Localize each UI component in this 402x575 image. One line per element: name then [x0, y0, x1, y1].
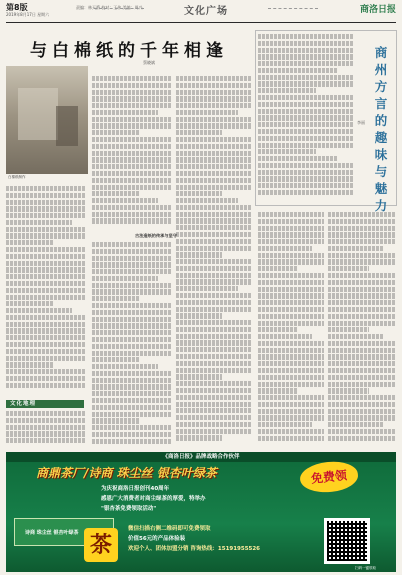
ad-line-1: 为庆祝商洛日报创刊40周年	[101, 486, 170, 492]
text-line	[92, 151, 172, 156]
text-line	[92, 344, 172, 349]
text-line	[6, 288, 86, 293]
text-line	[6, 193, 86, 198]
text-line	[258, 388, 298, 393]
text-line	[176, 327, 252, 332]
text-line	[92, 364, 158, 369]
text-line	[176, 90, 252, 95]
photo-caption: 白棉纸制作	[8, 175, 26, 179]
text-line	[92, 384, 172, 389]
text-line	[6, 356, 86, 361]
text-line	[6, 220, 72, 225]
text-line	[258, 436, 324, 441]
text-line	[92, 276, 158, 281]
text-line	[258, 321, 324, 326]
side-article-title: 商州方言的趣味与魅力	[374, 45, 388, 213]
text-line	[258, 341, 324, 346]
text-line	[258, 361, 324, 366]
text-line	[92, 103, 172, 108]
text-line	[92, 76, 172, 81]
text-line	[6, 254, 86, 259]
text-line	[92, 144, 172, 149]
free-claim-badge: 免费领	[299, 459, 360, 495]
article-byline: 蔡晓斌	[143, 60, 155, 65]
page-number: 第8版	[6, 3, 28, 12]
text-line	[176, 408, 252, 413]
text-line	[92, 371, 172, 376]
text-line	[176, 422, 252, 427]
text-line	[176, 395, 252, 400]
text-line	[6, 186, 86, 191]
text-line	[328, 280, 396, 285]
text-line	[6, 342, 86, 347]
text-line	[176, 402, 252, 407]
text-line	[258, 41, 354, 46]
text-line	[258, 122, 354, 127]
text-line	[92, 212, 172, 217]
text-line	[176, 130, 222, 135]
text-line	[176, 164, 252, 169]
culture-column-header	[6, 400, 84, 408]
text-line	[92, 317, 172, 322]
text-line	[92, 310, 172, 315]
text-line	[92, 249, 172, 254]
ad-brand: 商鼎茶厂/诗商 珠尘丝 银杏叶绿茶	[36, 466, 217, 480]
text-line	[328, 226, 396, 231]
text-line	[258, 163, 354, 168]
text-line	[176, 273, 252, 278]
text-line	[6, 206, 86, 211]
text-line	[328, 321, 396, 326]
text-line	[6, 295, 86, 300]
article-photo	[6, 66, 88, 174]
text-line	[328, 402, 396, 407]
text-line	[328, 253, 396, 258]
text-line	[176, 144, 252, 149]
text-line	[258, 293, 324, 298]
text-line	[6, 281, 86, 286]
text-line	[328, 259, 396, 264]
article-title: 与白棉纸的千年相逢	[30, 41, 228, 61]
text-line	[328, 361, 396, 366]
text-line	[176, 354, 252, 359]
text-line	[258, 176, 354, 181]
text-line	[92, 164, 172, 169]
text-line	[6, 315, 86, 320]
text-line	[258, 95, 354, 100]
text-line	[328, 382, 396, 387]
article-subhead: 古法造纸的传承与坚守	[135, 233, 177, 238]
text-line	[176, 157, 252, 162]
tea-tin-label: 诗商 珠尘丝 银杏叶绿茶	[25, 530, 79, 536]
text-line	[92, 242, 172, 247]
text-line	[328, 293, 396, 298]
text-line	[258, 253, 324, 258]
text-line	[92, 303, 172, 308]
text-line	[92, 289, 172, 294]
text-line	[176, 205, 252, 210]
text-line	[176, 429, 252, 434]
text-line	[176, 239, 252, 244]
text-line	[176, 313, 222, 318]
text-line	[6, 431, 86, 436]
text-line	[328, 232, 396, 237]
text-line	[6, 411, 86, 416]
text-line	[6, 328, 86, 333]
text-line	[328, 239, 396, 244]
text-line	[92, 412, 172, 417]
text-line	[328, 246, 384, 251]
article-column-2	[92, 76, 172, 226]
text-line	[176, 307, 252, 312]
text-line	[328, 287, 396, 292]
text-line	[328, 429, 396, 434]
text-line	[328, 436, 396, 441]
text-line	[176, 225, 252, 230]
text-line	[176, 300, 252, 305]
text-line	[328, 415, 396, 420]
text-line	[258, 334, 312, 339]
text-line	[92, 83, 172, 88]
section-title: 文化广场	[146, 2, 266, 17]
lower-right-column-2	[328, 212, 396, 447]
culture-column-text	[6, 411, 86, 447]
tea-character-logo: 茶	[84, 528, 118, 562]
text-line	[6, 376, 86, 381]
text-line	[258, 34, 354, 39]
text-line	[258, 273, 324, 278]
text-line	[176, 293, 252, 298]
text-line	[258, 68, 337, 73]
text-line	[6, 362, 54, 367]
text-line	[328, 348, 396, 353]
text-line	[6, 267, 86, 272]
text-line	[176, 334, 252, 339]
text-line	[258, 48, 354, 53]
issue-date: 2019年8月17日 星期六	[6, 12, 50, 17]
text-line	[6, 247, 86, 252]
lower-right-column-1	[258, 212, 324, 447]
text-line	[328, 334, 384, 339]
text-line	[92, 198, 158, 203]
header-rule	[6, 22, 396, 23]
text-line	[176, 185, 252, 190]
text-line	[258, 102, 354, 107]
article-column-1	[6, 186, 86, 396]
text-line	[92, 283, 172, 288]
text-line	[328, 327, 369, 332]
text-line	[258, 136, 354, 141]
text-line	[6, 322, 86, 327]
side-article-author: 李丽	[357, 120, 365, 125]
text-line	[258, 190, 354, 195]
text-line	[176, 252, 222, 257]
text-line	[92, 191, 140, 196]
text-line	[258, 266, 298, 271]
text-line	[6, 308, 72, 313]
text-line	[92, 96, 172, 101]
text-line	[176, 151, 252, 156]
ad-top-banner: 《商洛日报》品牌战略合作伙伴	[6, 452, 396, 462]
text-line	[92, 130, 140, 135]
text-line	[258, 212, 324, 217]
text-line	[258, 280, 324, 285]
text-line	[328, 395, 396, 400]
text-line	[258, 170, 354, 175]
text-line	[328, 388, 369, 393]
text-line	[176, 286, 238, 291]
text-line	[92, 256, 172, 261]
text-line	[176, 117, 252, 122]
text-line	[258, 232, 324, 237]
text-line	[92, 218, 172, 223]
text-line	[176, 110, 238, 115]
text-line	[176, 103, 252, 108]
text-line	[6, 261, 86, 266]
text-line	[92, 205, 172, 210]
text-line	[176, 259, 252, 264]
ad-line-5: 价值56元的产品体验装	[128, 536, 186, 542]
text-line	[258, 348, 324, 353]
ad-line-4: 微信扫描右侧二维码即可免费领取	[128, 526, 211, 532]
text-line	[92, 269, 172, 274]
text-line	[258, 314, 324, 319]
text-line	[176, 340, 252, 345]
text-line	[92, 262, 172, 267]
text-line	[92, 418, 140, 423]
text-line	[6, 200, 86, 205]
text-line	[176, 96, 252, 101]
text-line	[176, 83, 252, 88]
text-line	[6, 227, 86, 232]
text-line	[328, 266, 369, 271]
text-line	[176, 246, 252, 251]
text-line	[258, 375, 324, 380]
text-line	[258, 422, 312, 427]
text-line	[176, 435, 222, 440]
masthead	[6, 2, 396, 24]
text-line	[176, 381, 252, 386]
text-line	[176, 171, 252, 176]
ad-line-6: 欢迎个人、团体加盟分销 咨询热线：15191955526	[128, 546, 261, 552]
text-line	[258, 327, 298, 332]
text-line	[258, 415, 324, 420]
text-line	[328, 273, 396, 278]
text-line	[92, 391, 172, 396]
text-line	[92, 357, 140, 362]
text-line	[176, 191, 222, 196]
text-line	[6, 233, 86, 238]
text-line	[258, 354, 324, 359]
text-line	[328, 354, 396, 359]
text-line	[92, 185, 172, 190]
text-line	[258, 307, 324, 312]
text-line	[258, 219, 324, 224]
text-line	[258, 61, 354, 66]
text-line	[258, 409, 324, 414]
text-line	[328, 314, 396, 319]
article-column-3	[176, 76, 252, 446]
text-line	[176, 347, 252, 352]
text-line	[92, 351, 172, 356]
text-line	[258, 226, 324, 231]
text-line	[92, 123, 172, 128]
text-line	[176, 76, 252, 81]
text-line	[258, 239, 324, 244]
text-line	[176, 218, 252, 223]
newspaper-logo: 商洛日报	[359, 5, 396, 15]
text-line	[176, 266, 252, 271]
text-line	[6, 383, 86, 388]
qr-caption: 扫码一键领取	[355, 566, 376, 570]
text-line	[176, 368, 252, 373]
text-line	[328, 422, 384, 427]
text-line	[6, 301, 54, 306]
culture-column-label: 文化地理	[10, 401, 37, 407]
text-line	[92, 323, 172, 328]
text-line	[258, 300, 324, 305]
text-line	[92, 337, 172, 342]
text-line	[258, 81, 354, 86]
text-line	[6, 335, 86, 340]
text-line	[176, 374, 222, 379]
text-line	[258, 183, 354, 188]
text-line	[92, 398, 172, 403]
text-line	[92, 432, 172, 437]
text-line	[6, 240, 54, 245]
text-line	[176, 198, 238, 203]
text-line	[92, 425, 172, 430]
text-line	[92, 110, 158, 115]
text-line	[328, 307, 396, 312]
text-line	[328, 375, 396, 380]
text-line	[258, 287, 324, 292]
text-line	[258, 143, 354, 148]
text-line	[258, 54, 354, 59]
text-line	[176, 137, 252, 142]
ad-line-2: 感恩广大消费者对商尘绿茶的厚爱，特举办	[101, 496, 206, 502]
text-line	[176, 388, 252, 393]
text-line	[176, 212, 252, 217]
text-line	[258, 109, 354, 114]
text-line	[258, 368, 324, 373]
text-line	[92, 157, 172, 162]
text-line	[92, 137, 172, 142]
text-line	[258, 149, 316, 154]
text-line	[92, 405, 172, 410]
text-line	[6, 213, 86, 218]
text-line	[328, 368, 396, 373]
text-line	[258, 395, 324, 400]
text-line	[92, 330, 172, 335]
text-line	[6, 369, 86, 374]
text-line	[258, 75, 354, 80]
text-line	[328, 341, 396, 346]
text-line	[258, 259, 324, 264]
text-line	[6, 418, 86, 423]
advertisement	[6, 452, 396, 572]
text-line	[176, 320, 252, 325]
text-line	[6, 438, 86, 443]
text-line	[176, 123, 252, 128]
text-line	[176, 415, 252, 420]
editor-credits: 责编：林天爵 校对：王伟 美编：周兴	[76, 5, 143, 10]
text-line	[328, 212, 396, 217]
text-line	[92, 439, 172, 444]
text-line	[176, 361, 252, 366]
text-line	[92, 90, 172, 95]
text-line	[6, 349, 86, 354]
article-column-4	[92, 242, 172, 447]
text-line	[6, 425, 86, 430]
text-line	[328, 409, 396, 414]
text-line	[92, 117, 172, 122]
text-line	[176, 178, 252, 183]
text-line	[92, 378, 172, 383]
text-line	[258, 129, 354, 134]
text-line	[92, 178, 172, 183]
text-line	[258, 429, 324, 434]
text-line	[258, 88, 316, 93]
text-line	[92, 171, 172, 176]
text-line	[328, 300, 396, 305]
text-line	[258, 382, 324, 387]
text-line	[258, 246, 312, 251]
text-line	[258, 402, 324, 407]
text-line	[176, 279, 252, 284]
ad-line-3: "银杏茶免费领取活动"	[101, 506, 157, 512]
text-line	[92, 296, 140, 301]
text-line	[258, 156, 337, 161]
text-line	[6, 274, 86, 279]
text-line	[328, 219, 396, 224]
text-line	[258, 115, 354, 120]
side-article-column	[258, 34, 354, 202]
qr-code[interactable]	[324, 518, 370, 564]
